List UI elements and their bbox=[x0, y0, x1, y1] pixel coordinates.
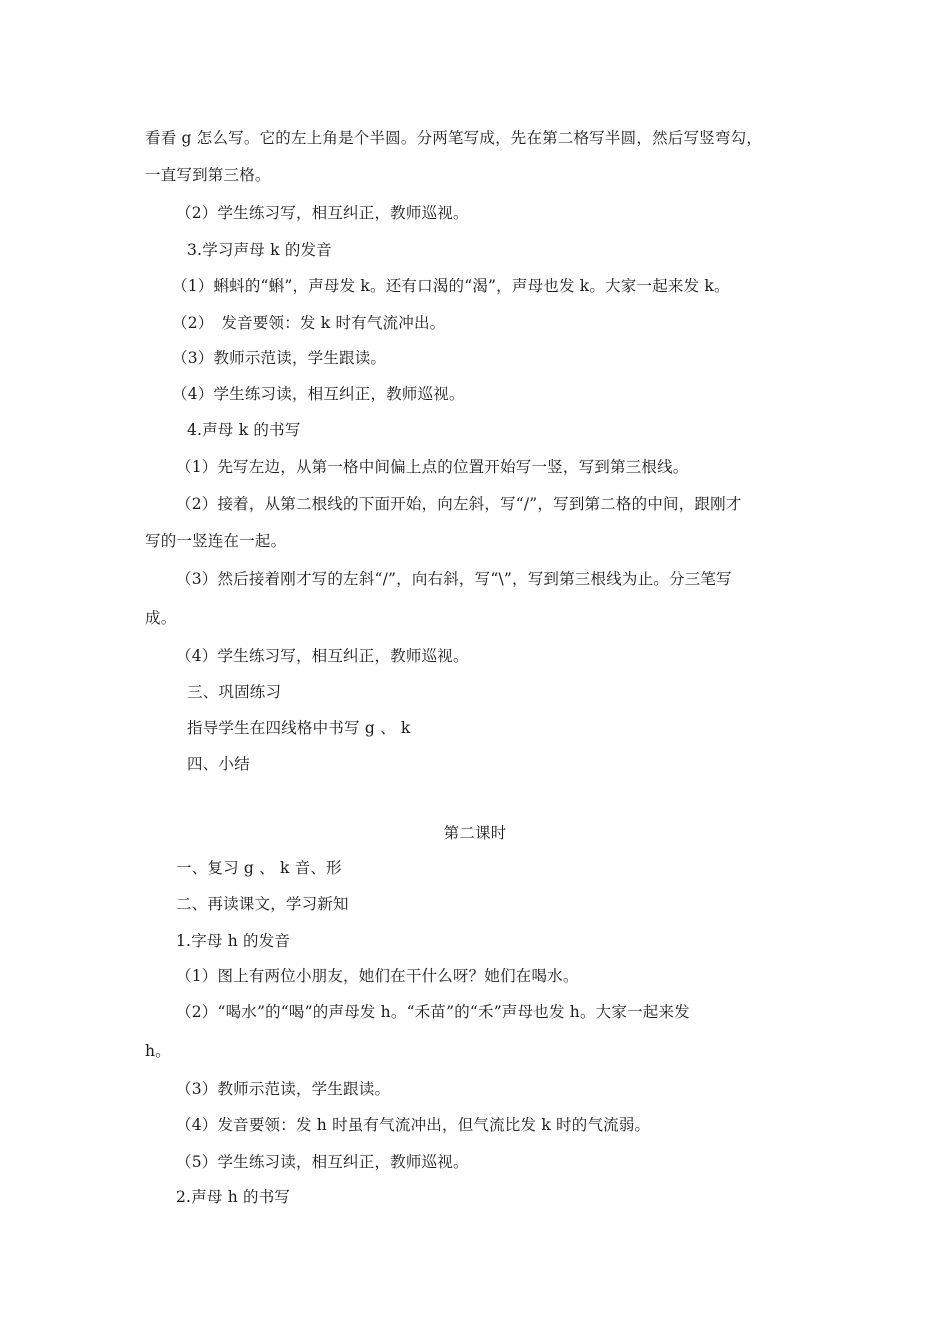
paragraph-line: （4）学生练习写，相互纠正，教师巡视。 bbox=[176, 647, 469, 665]
paragraph-line: （5）学生练习读，相互纠正，教师巡视。 bbox=[176, 1153, 469, 1171]
paragraph-line: （1）蝌蚪的“蝌”，声母发 k。还有口渴的“渴”，声母也发 k。大家一起来发 k。 bbox=[172, 277, 730, 295]
paragraph-line: （3）然后接着刚才写的左斜“/”，向右斜，写“\”，写到第三根线为止。分三笔写 bbox=[176, 570, 732, 588]
section-heading: 2.声母 h 的书写 bbox=[176, 1188, 291, 1206]
paragraph-line: 看看 g 怎么写。它的左上角是个半圆。分两笔写成，先在第二格写半圆，然后写竖弯勾， bbox=[145, 129, 762, 147]
paragraph-line: （3）教师示范读，学生跟读。 bbox=[176, 1080, 391, 1098]
paragraph-line: 指导学生在四线格中书写 g 、 k bbox=[187, 719, 411, 737]
paragraph-line: （2）“喝水”的“喝”的声母发 h。“禾苗”的“禾”声母也发 h。大家一起来发 bbox=[176, 1003, 690, 1021]
section-heading: 三、巩固练习 bbox=[187, 683, 282, 701]
paragraph-line: 写的一竖连在一起。 bbox=[145, 532, 287, 550]
section-heading: 一、复习 g 、 k 音、形 bbox=[176, 859, 342, 877]
paragraph-line: 成。 bbox=[145, 609, 177, 627]
section-heading: 4.声母 k 的书写 bbox=[187, 421, 301, 439]
section-heading: 四、小结 bbox=[187, 755, 250, 773]
paragraph-line: （2） 发音要领：发 k 时有气流冲出。 bbox=[172, 314, 446, 332]
paragraph-line: （4）发音要领：发 h 时虽有气流冲出，但气流比发 k 时的气流弱。 bbox=[176, 1116, 651, 1134]
paragraph-line: （1）先写左边，从第一格中间偏上点的位置开始写一竖，写到第三根线。 bbox=[176, 458, 689, 476]
lesson-title: 第二课时 bbox=[443, 824, 507, 842]
paragraph-line: h。 bbox=[145, 1042, 171, 1060]
paragraph-line: （3）教师示范读，学生跟读。 bbox=[172, 349, 387, 367]
paragraph-line: （1）图上有两位小朋友，她们在干什么呀？她们在喝水。 bbox=[176, 967, 579, 985]
section-heading: 1.字母 h 的发音 bbox=[176, 932, 291, 950]
section-heading: 二、再读课文，学习新知 bbox=[176, 895, 349, 913]
paragraph-line: （2）学生练习写，相互纠正，教师巡视。 bbox=[176, 204, 469, 222]
paragraph-line: 一直写到第三格。 bbox=[145, 166, 271, 184]
paragraph-line: （2）接着，从第二根线的下面开始，向左斜，写“/”，写到第二格的中间，跟刚才 bbox=[176, 495, 742, 513]
section-heading: 3.学习声母 k 的发音 bbox=[187, 241, 332, 259]
paragraph-line: （4）学生练习读，相互纠正，教师巡视。 bbox=[172, 385, 465, 403]
